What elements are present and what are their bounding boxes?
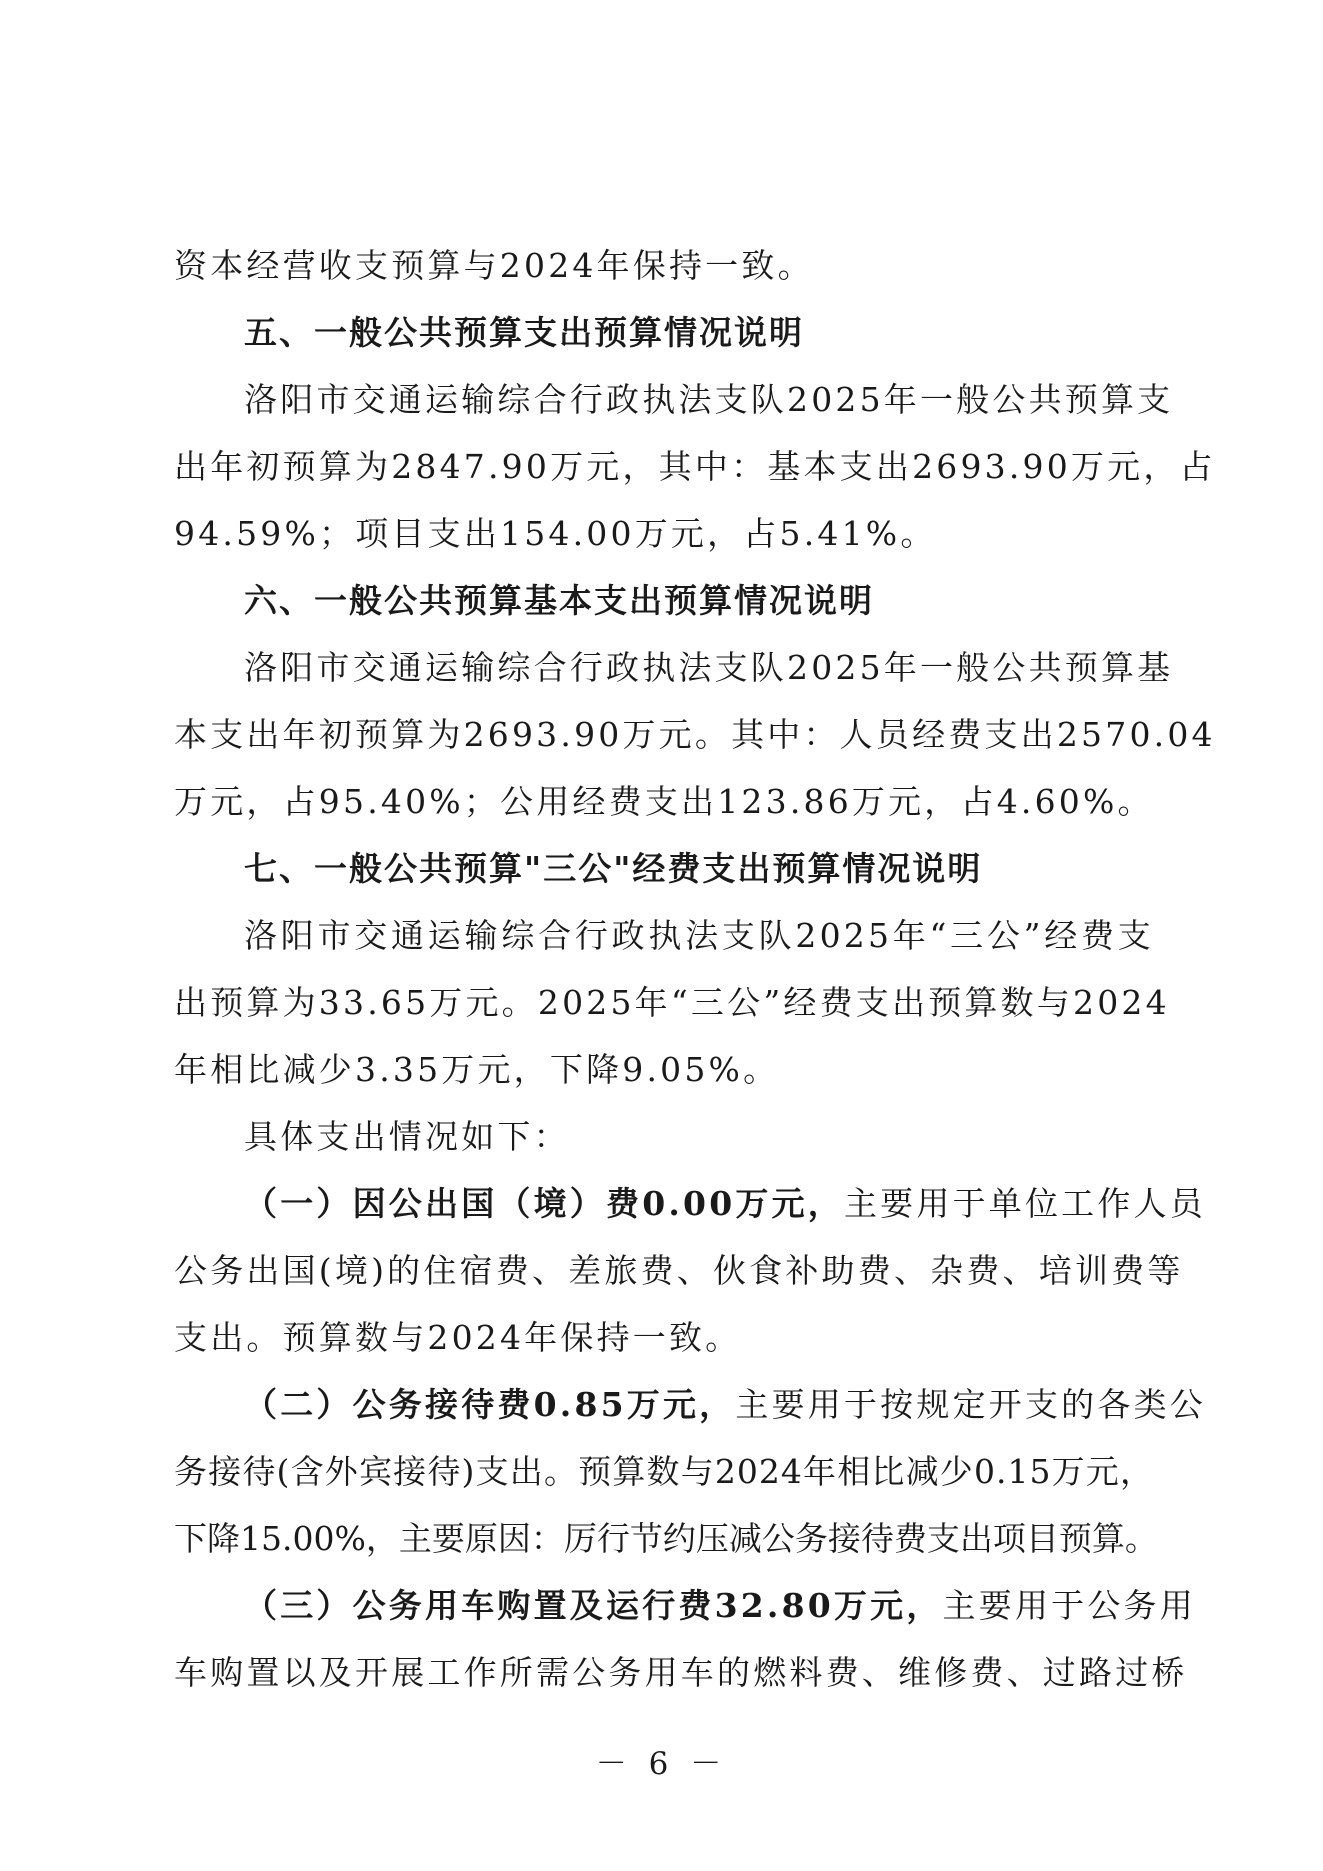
paragraph-line: 务接待(含外宾接待)支出。预算数与2024年相比减少0.15万元，: [174, 1452, 1154, 1491]
subsection-text: 主要用于单位工作人员: [843, 1184, 1206, 1223]
paragraph-line: 车购置以及开展工作所需公务用车的燃料费、维修费、过路过桥: [174, 1653, 1188, 1692]
paragraph-line: 洛阳市交通运输综合行政执法支队2025年“三公”经费支: [244, 916, 1154, 955]
paragraph-line: 具体支出情况如下：: [244, 1117, 570, 1156]
document-body: [174, 232, 1216, 1706]
subsection-line-2: [174, 1371, 1206, 1438]
section-heading-6: 六、一般公共预算基本支出预算情况说明: [244, 581, 874, 620]
page-number: － 6 －: [595, 1746, 728, 1782]
paragraph-line: 支出。预算数与2024年保持一致。: [174, 1318, 742, 1357]
subsection-title-3: （三）公务用车购置及运行费32.80万元，: [244, 1586, 943, 1625]
section-heading-5: 五、一般公共预算支出预算情况说明: [244, 313, 804, 352]
paragraph-line: 资本经营收支预算与2024年保持一致。: [174, 246, 814, 285]
paragraph-line: 本支出年初预算为2693.90万元。其中：人员经费支出2570.04: [174, 715, 1216, 754]
paragraph-line: 94.59%；项目支出154.00万元，占5.41%。: [174, 514, 937, 553]
subsection-text: 主要用于公务用: [942, 1586, 1196, 1625]
subsection-line-3: [174, 1572, 1196, 1639]
subsection-title-1: （一）因公出国（境）费0.00万元，: [244, 1184, 844, 1223]
paragraph-line: 万元，占95.40%；公用经费支出123.86万元，占4.60%。: [174, 782, 1154, 821]
paragraph-line: 公务出国(境)的住宿费、差旅费、伙食补助费、杂费、培训费等: [174, 1251, 1184, 1290]
subsection-text: 主要用于按规定开支的各类公: [735, 1385, 1206, 1424]
paragraph-line: 出年初预算为2847.90万元，其中：基本支出2693.90万元，占: [174, 447, 1216, 486]
paragraph-line: 下降15.00%，主要原因：厉行节约压减公务接待费支出项目预算。: [174, 1519, 1158, 1558]
subsection-title-2: （二）公务接待费0.85万元，: [244, 1385, 736, 1424]
paragraph-line: 年相比减少3.35万元，下降9.05%。: [174, 1050, 780, 1089]
paragraph-line: 出预算为33.65万元。2025年“三公”经费支出预算数与2024: [174, 983, 1170, 1022]
paragraph-line: 洛阳市交通运输综合行政执法支队2025年一般公共预算支: [244, 380, 1174, 419]
paragraph-line: 洛阳市交通运输综合行政执法支队2025年一般公共预算基: [244, 648, 1174, 687]
section-heading-7: 七、一般公共预算"三公"经费支出预算情况说明: [244, 849, 983, 888]
subsection-line-1: [174, 1170, 1206, 1237]
